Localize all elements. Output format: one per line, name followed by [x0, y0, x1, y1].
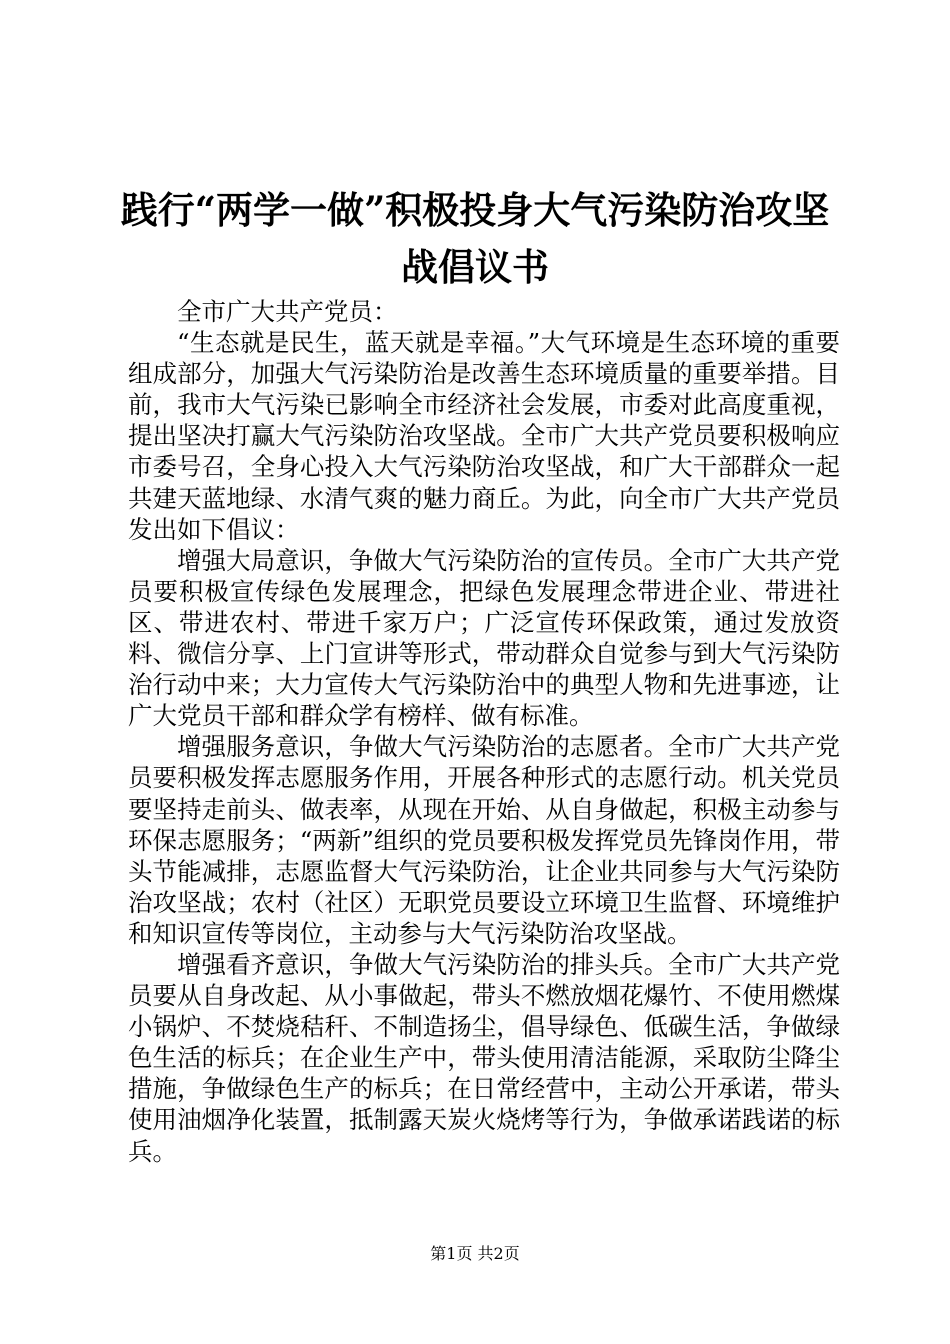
paragraph-publicity: 增强大局意识，争做大气污染防治的宣传员。全市广大共产党员要积极宣传绿色发展理念，把绿色发展理念带进企业、带进社区、带进农村、带进千家万户；广泛宣传环保政策，通过发放资料、微信分享、上门宣讲等形式，带动群众自觉参与到大气污染防治行动中来；大力宣传大气污染防治中的典型人物和先进事迹，让广大党员干部和群众学有榜样、做有标准。 [128, 545, 840, 731]
paragraph-vanguard: 增强看齐意识，争做大气污染防治的排头兵。全市广大共产党员要从自身改起、从小事做起，带头不燃放烟花爆竹、不使用燃煤小锅炉、不焚烧秸秆、不制造扬尘，倡导绿色、低碳生活，争做绿色生活的标兵；在企业生产中，带头使用清洁能源，采取防尘降尘措施，争做绿色生产的标兵；在日常经营中，主动公开承诺，带头使用油烟净化装置，抵制露天炭火烧烤等行为，争做承诺践诺的标兵。 [128, 949, 840, 1166]
page-footer: 第1页 共2页 [430, 1244, 520, 1263]
paragraph-intro: “生态就是民生，蓝天就是幸福。”大气环境是生态环境的重要组成部分，加强大气污染防治是改善生态环境质量的重要举措。目前，我市大气污染已影响全市经济社会发展，市委对此高度重视，提出坚决打赢大气污染防治攻坚战。全市广大共产党员要积极响应市委号召，全身心投入大气污染防治攻坚战，和广大干部群众一起共建天蓝地绿、水清气爽的魅力商丘。为此，向全市广大共产党员发出如下倡议： [128, 328, 840, 544]
document-title-line-2: 战倡议书 [401, 245, 549, 289]
salutation: 全市广大共产党员： [177, 297, 398, 326]
paragraph-volunteer: 增强服务意识，争做大气污染防治的志愿者。全市广大共产党员要积极发挥志愿服务作用，开展各种形式的志愿行动。机关党员要坚持走前头、做表率，从现在开始、从自身做起，积极主动参与环保志愿服务；“两新”组织的党员要积极发挥党员先锋岗作用，带头节能减排，志愿监督大气污染防治，让企业共同参与大气污染防治攻坚战；农村（社区）无职党员要设立环境卫生监督、环境维护和知识宣传等岗位，主动参与大气污染防治攻坚战。 [128, 732, 840, 948]
document-title-line-1: 践行“两学一做”积极投身大气污染防治攻坚 [120, 188, 830, 232]
document-body [128, 296, 840, 1167]
